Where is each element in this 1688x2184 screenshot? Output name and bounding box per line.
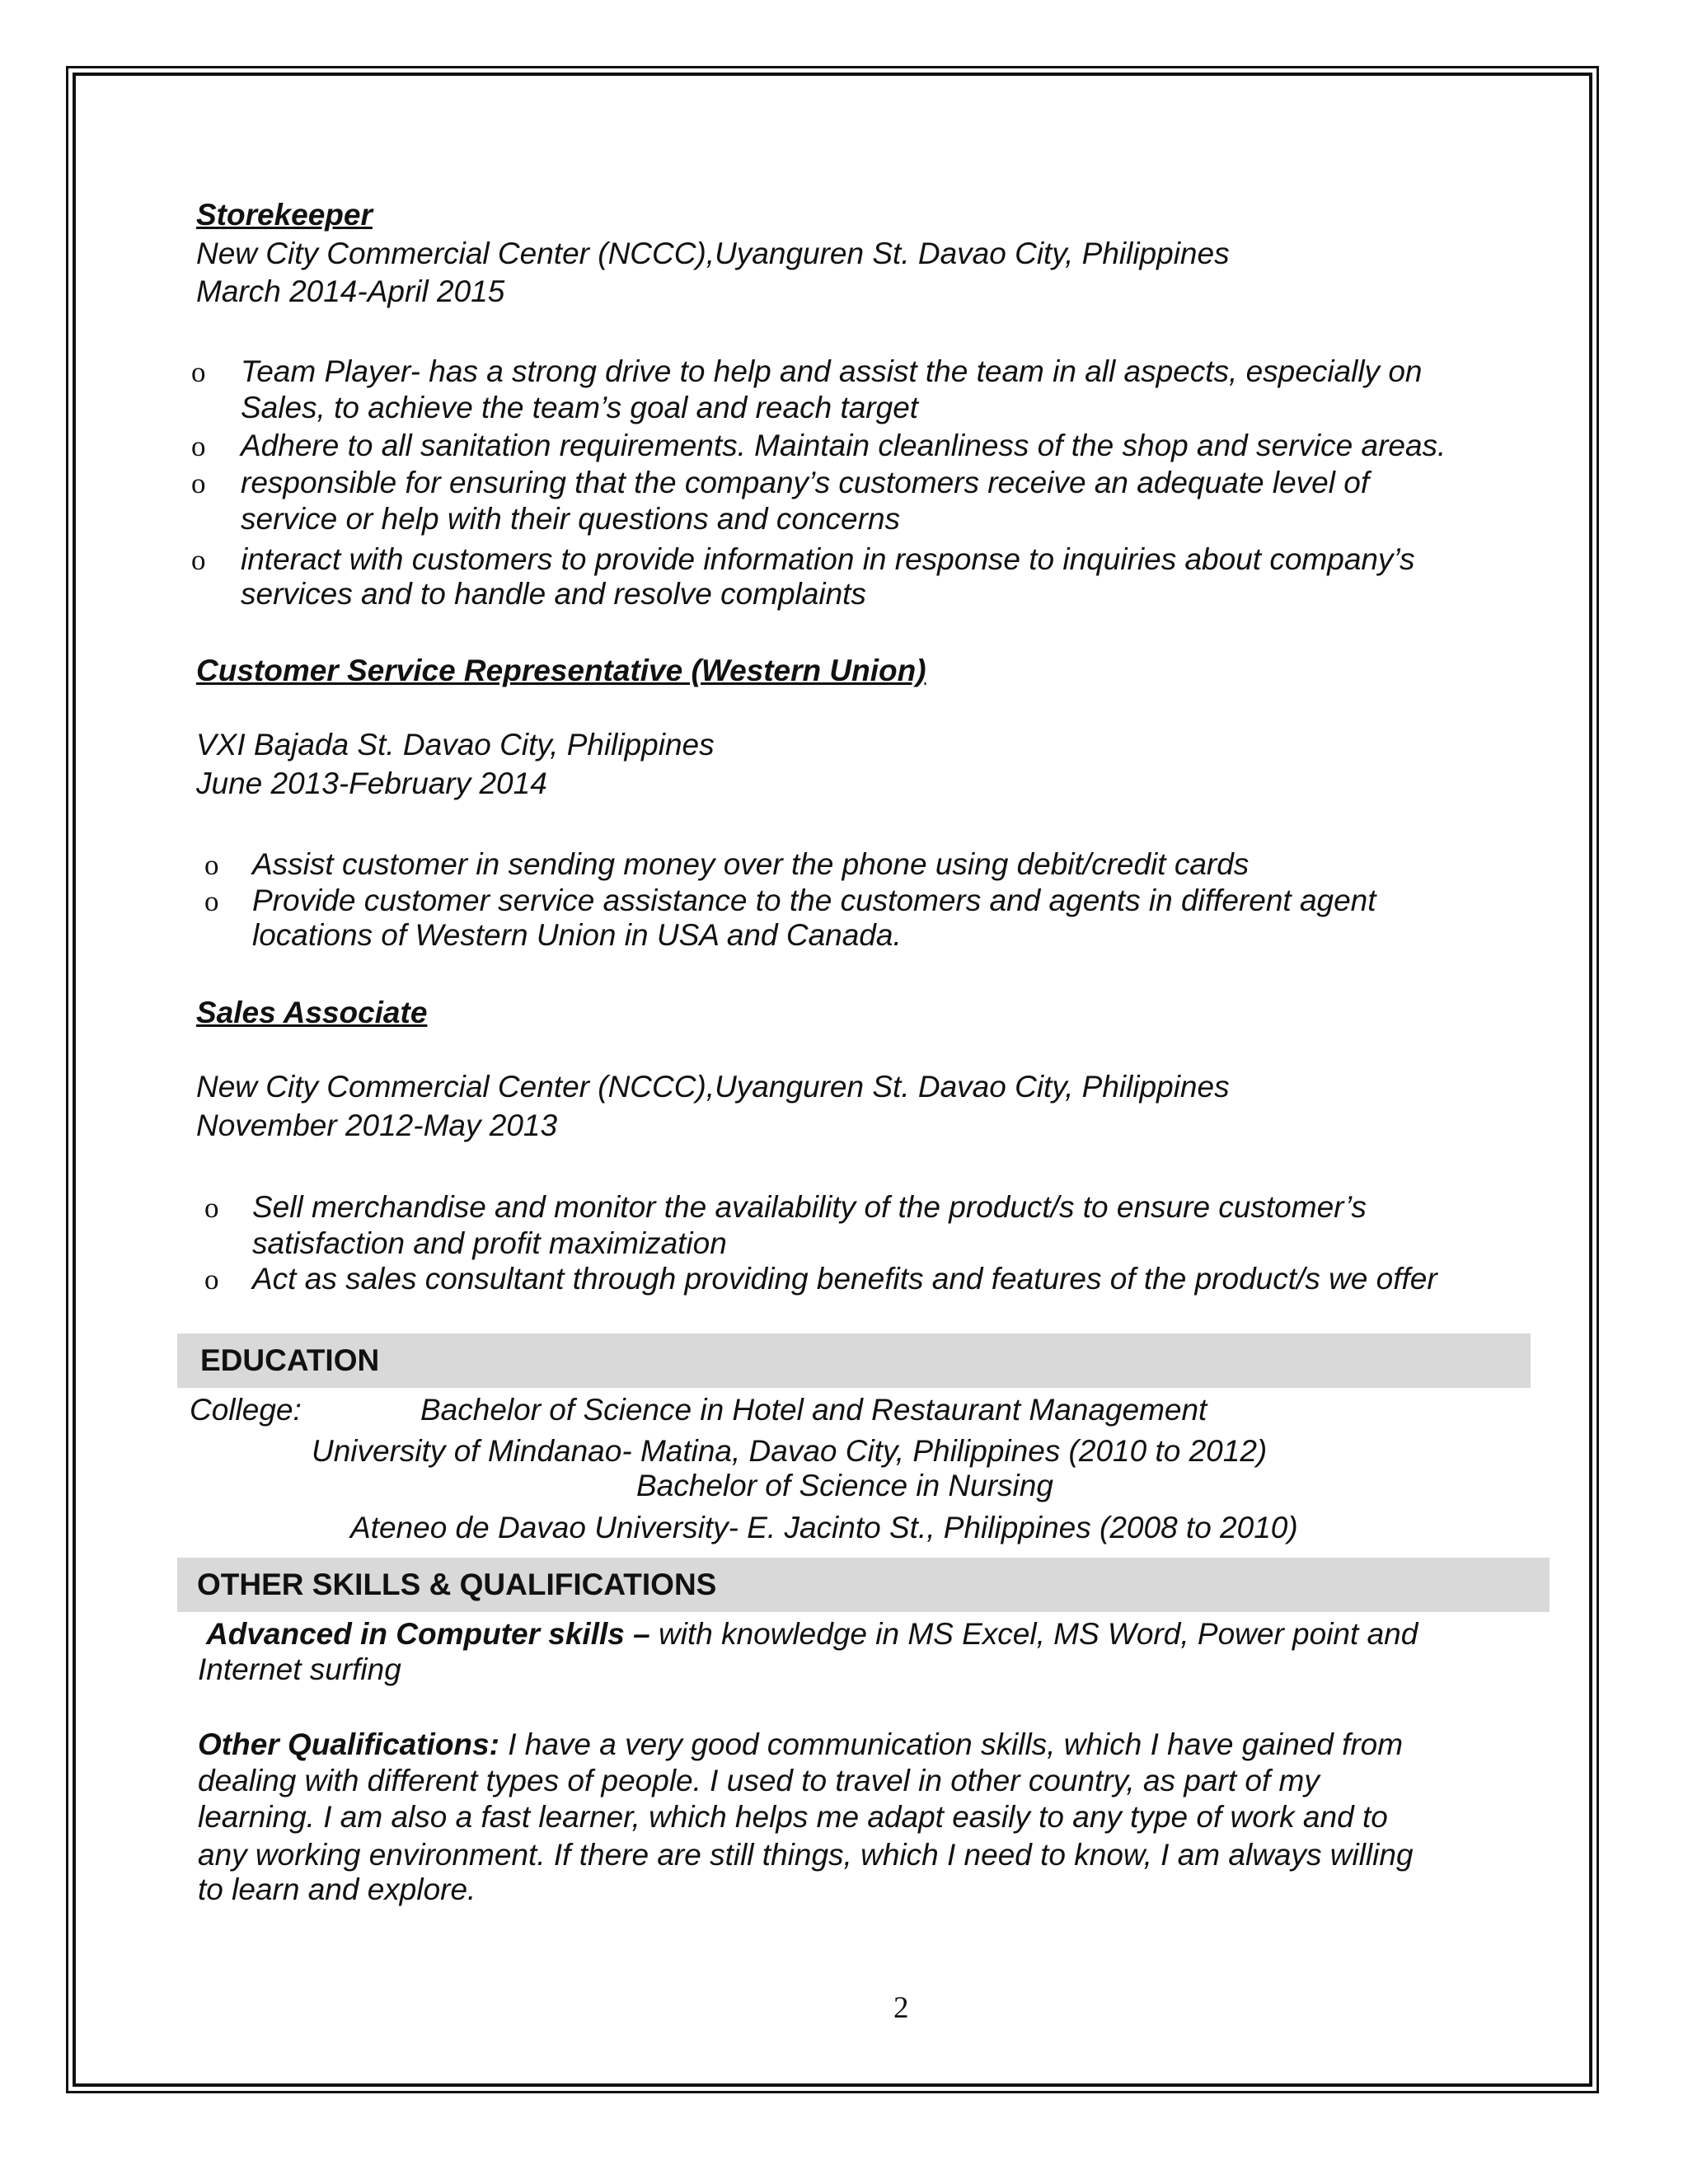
- job-title-storekeeper: Storekeeper: [196, 198, 373, 232]
- education-section-header: [177, 1333, 1531, 1388]
- job-place: VXI Bajada St. Davao City, Philippines: [196, 728, 715, 762]
- education-degree-1: Bachelor of Science in Hotel and Restaurant Management: [420, 1393, 1207, 1427]
- bullet-text: Sales, to achieve the team’s goal and reach target: [241, 391, 919, 424]
- computer-skills-text: with knowledge in MS Excel, MS Word, Power point and: [659, 1617, 1418, 1651]
- bullet-mark: o: [204, 885, 219, 917]
- bullet-text: Assist customer in sending money over the phone using debit/credit cards: [252, 847, 1250, 881]
- computer-skills-label: Advanced in Computer skills –: [206, 1617, 650, 1651]
- education-degree-2: Bachelor of Science in Nursing: [636, 1469, 1053, 1502]
- education-heading: EDUCATION: [200, 1343, 380, 1377]
- bullet-text: satisfaction and profit maximization: [252, 1226, 727, 1260]
- other-qualifications-line: [198, 1727, 1403, 1762]
- job-title-sales-associate: Sales Associate: [196, 996, 428, 1029]
- bullet-text: Team Player- has a strong drive to help and assist the team in all aspects, especially on: [241, 354, 1423, 388]
- bullet-mark: o: [191, 544, 206, 576]
- bullet-text: Sell merchandise and monitor the availability of the product/s to ensure customer’s: [252, 1190, 1367, 1224]
- skills-heading: OTHER SKILLS & QUALIFICATIONS: [197, 1568, 717, 1601]
- skills-section-header: [177, 1558, 1550, 1612]
- job-date: March 2014-April 2015: [196, 274, 505, 308]
- bullet-text: Adhere to all sanitation requirements. Maintain cleanliness of the shop and service areas.: [241, 429, 1447, 462]
- bullet-mark: o: [191, 356, 206, 388]
- education-label: College:: [190, 1393, 302, 1427]
- education-school-1: University of Mindanao- Matina, Davao City, Philippines (2010 to 2012): [312, 1434, 1268, 1468]
- bullet-mark: o: [191, 467, 206, 499]
- job-place: New City Commercial Center (NCCC),Uyanguren St. Davao City, Philippines: [196, 1070, 1230, 1104]
- other-qualifications-text: dealing with different types of people. I used to travel in other country, as part of my: [198, 1764, 1320, 1797]
- other-qualifications-text: learning. I am also a fast learner, which helps me adapt easily to any type of work and to: [198, 1800, 1388, 1834]
- bullet-mark: o: [204, 849, 219, 881]
- other-qualifications-label: Other Qualifications:: [198, 1727, 499, 1761]
- education-school-2: Ateneo de Davao University- E. Jacinto St., Philippines (2008 to 2010): [350, 1511, 1298, 1544]
- bullet-mark: o: [191, 430, 206, 462]
- bullet-text: interact with customers to provide information in response to inquiries about company’s: [241, 542, 1415, 576]
- other-qualifications-text: I have a very good communication skills, which I have gained from: [508, 1727, 1404, 1761]
- bullet-text: services and to handle and resolve complaints: [241, 577, 866, 611]
- bullet-text: locations of Western Union in USA and Canada.: [252, 918, 902, 952]
- page-number: 2: [893, 1991, 909, 2025]
- bullet-text: Act as sales consultant through providing benefits and features of the product/s we offer: [252, 1262, 1437, 1296]
- job-date: June 2013-February 2014: [196, 766, 547, 800]
- bullet-text: responsible for ensuring that the company’s customers receive an adequate level of: [241, 466, 1370, 499]
- other-qualifications-text: to learn and explore.: [198, 1872, 476, 1906]
- bullet-mark: o: [204, 1263, 219, 1296]
- job-date: November 2012-May 2013: [196, 1108, 558, 1142]
- job-place: New City Commercial Center (NCCC),Uyanguren St. Davao City, Philippines: [196, 237, 1230, 270]
- computer-skills-line: [206, 1617, 1418, 1652]
- bullet-text: service or help with their questions and concerns: [241, 502, 901, 536]
- bullet-text: Provide customer service assistance to the customers and agents in different agent: [252, 883, 1376, 917]
- other-qualifications-text: any working environment. If there are still things, which I need to know, I am always willing: [198, 1838, 1414, 1872]
- job-title-csr: Customer Service Representative (Western Union): [196, 654, 926, 687]
- bullet-mark: o: [204, 1192, 219, 1224]
- computer-skills-text-2: Internet surfing: [198, 1652, 401, 1686]
